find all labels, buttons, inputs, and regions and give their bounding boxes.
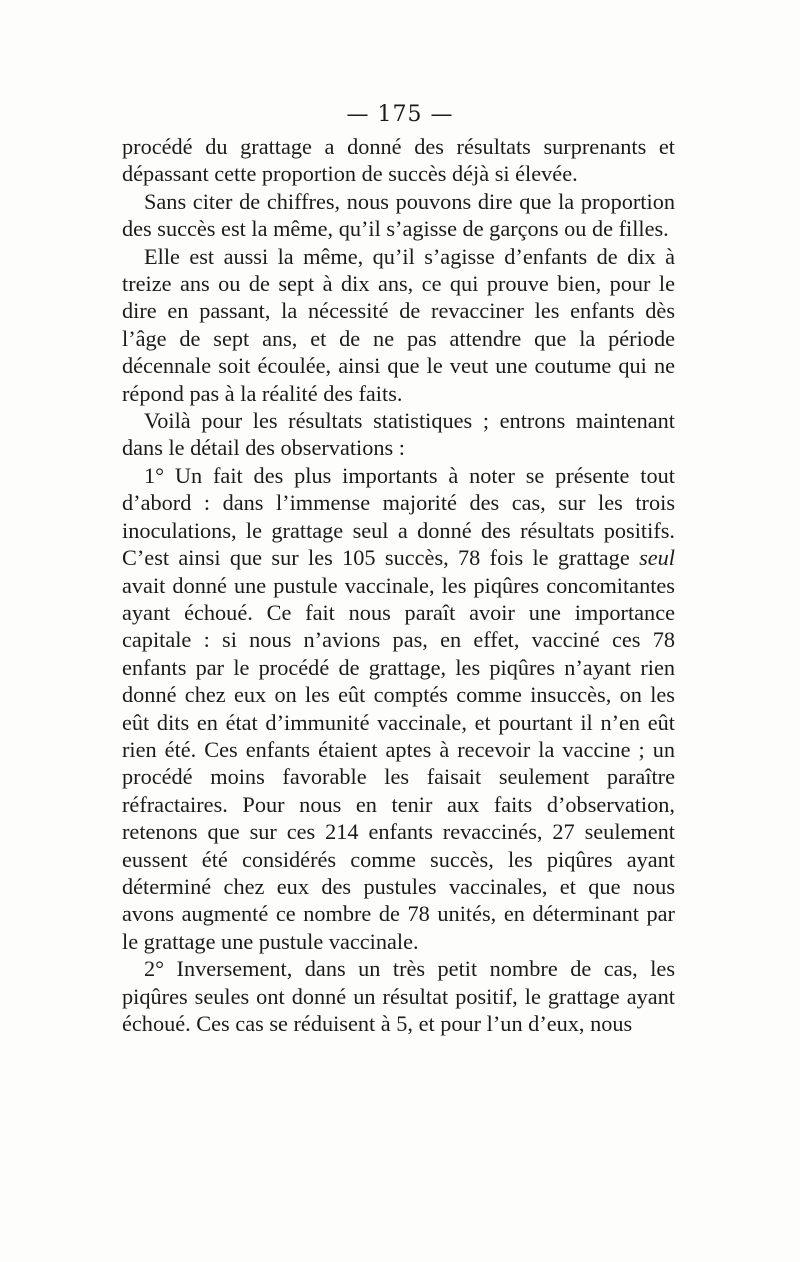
paragraph-observation-2: 2° Inversement, dans un très petit nombre de cas, les piqûres seules ont donné un résultat positif, le grattage ayant échoué. Ces cas se réduisent à 5, et pour l’un d’eux, nous <box>122 956 675 1036</box>
observation-1-text-start: 1° Un fait des plus importants à noter se présente tout d’abord : dans l’immense majorité des cas, sur les trois inoculations, le grattage seul a donné des résultats positifs. C’est ainsi que sur les 105 succès, 78 fois le grattage <box>122 462 675 571</box>
paragraph-observation-1 <box>122 462 675 955</box>
paragraph-statistics-transition: Voilà pour les résultats statistiques ; entrons maintenant dans le détail des observations : <box>122 408 675 461</box>
body-text <box>122 133 675 1037</box>
page-number: — 175 — <box>346 102 454 127</box>
paragraph-age-proportion: Elle est aussi la même, qu’il s’agisse d’enfants de dix à treize ans ou de sept à dix ans, ce qui prouve bien, pour le dire en passant, la nécessité de revacciner les enfants dès l’âge de sept ans, et de ne pas attendre que la période décennale soit écoulée, ainsi que le veut une coutume qui ne répond pas à la réalité des faits. <box>122 243 675 406</box>
paragraph-continued: procédé du grattage a donné des résultats surprenants et dépassant cette proportion de succès déjà si élevée. <box>122 134 675 187</box>
paragraph-sex-proportion: Sans citer de chiffres, nous pouvons dire que la proportion des succès est la même, qu’il s’agisse de garçons ou de filles. <box>122 188 675 242</box>
emphasis-seul: seul <box>639 545 675 571</box>
observation-1-text-end: avait donné une pustule vaccinale, les piqûres concomitantes ayant échoué. Ce fait nous paraît avoir une importance capitale : si nous n’avions pas, en effet, vacciné ces 78 enfants par le procédé de grattage, les piqûres n’ayant rien donné chez eux on les eût comptés comme insuccès, on les eût dits en état d’immunité vaccinale, et pourtant il n’en eût rien été. Ces enfants étaient aptes à recevoir la vaccine ; un procédé moins favorable les faisait seulement paraître réfractaires. Pour nous en tenir aux faits d’observation, retenons que sur ces 214 enfants revaccinés, 27 seulement eussent été considérés comme succès, les piqûres ayant déterminé chez eux des pustules vaccinales, et que nous avons augmenté ce nombre de 78 unités, en déterminant par le grattage une pustule vaccinale. <box>122 572 675 954</box>
